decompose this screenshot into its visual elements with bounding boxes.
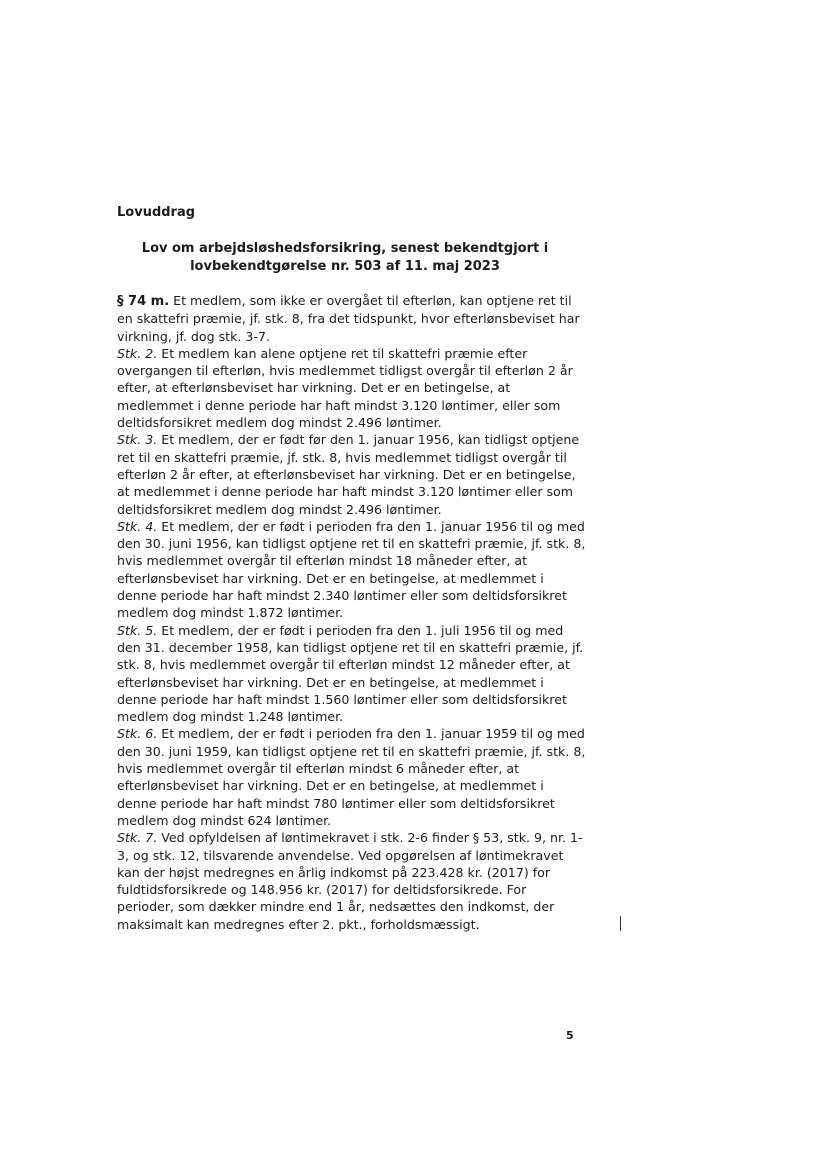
paragraph-label: Stk. 6.: [117, 726, 158, 742]
paragraph-label: Stk. 5.: [117, 622, 158, 638]
paragraph-stk-6: [117, 725, 587, 829]
paragraph-stk-7: [117, 829, 587, 933]
paragraph-label: Stk. 3.: [117, 432, 158, 448]
paragraph-label: § 74 m.: [117, 294, 170, 309]
paragraph-text: Ved opfyldelsen af løntimekravet i stk. 2-6 finder § 53, stk. 9, nr. 1-3, og stk. 12, tilsvarende anvendelse. Ved opgørelsen af løntimekravet kan der højst medregnes en årlig indkomst på 223.428 kr. (2017) for fuldtidsforsikrede og 148.956 kr. (2017) for deltidsforsikrede. For perioder, som dækker mindre end 1 år, nedsættes den indkomst, der maksimalt kan medregnes efter 2. pkt., forholdsmæssigt.: [117, 830, 583, 932]
law-title-line-1: Lov om arbejdsløshedsforsikring, senest bekendtgjort i: [141, 241, 549, 256]
paragraph-text: Et medlem, der er født i perioden fra den 1. januar 1959 til og med den 30. juni 1959, kan tidligst optjene ret til en skattefri præmie, jf. stk. 8, hvis medlemmet overgår til efterløn mindst 6 måneder efter, at efterlønsbeviset har virkning. Det er en betingelse, at medlemmet i denne periode har haft mindst 780 løntimer eller som deltidsforsikret medlem dog mindst 624 løntimer.: [117, 726, 586, 828]
paragraph-label: Stk. 4.: [117, 518, 158, 534]
paragraph-text: Et medlem, som ikke er overgået til efterløn, kan optjene ret til en skattefri præmie, jf. stk. 8, fra det tidspunkt, hvor efterlønsbeviset har virkning, jf. dog stk. 3-7.: [117, 293, 580, 344]
paragraph-stk-4: [117, 518, 587, 622]
law-title-line-2: lovbekendtgørelse nr. 503 af 11. maj 2023: [190, 259, 500, 274]
paragraph-text: Et medlem kan alene optjene ret til skattefri præmie efter overgangen til efterløn, hvis medlemmet tidligst overgår til efterløn 2 år efter, at efterlønsbeviset har virkning. Det er en betingelse, at medlemmet i denne periode har haft mindst 3.120 løntimer, eller som deltidsforsikret medlem dog mindst 2.496 løntimer.: [117, 345, 573, 431]
paragraph-stk-3: [117, 431, 587, 517]
paragraph-label: Stk. 7.: [117, 830, 158, 846]
paragraph-label: Stk. 2.: [117, 345, 158, 361]
scan-mark: [620, 916, 621, 931]
law-title: [117, 240, 573, 276]
paragraph-stk-2: [117, 345, 587, 431]
paragraph-74m: [117, 292, 587, 345]
page-number: 5: [566, 1029, 574, 1042]
paragraph-stk-5: [117, 622, 587, 726]
paragraph-text: Et medlem, der er født før den 1. januar 1956, kan tidligst optjene ret til en skattefri præmie, jf. stk. 8, hvis medlemmet tidligst overgår til efterløn 2 år efter, at efterlønsbeviset har virkning. Det er en betingelse, at medlemmet i denne periode har haft mindst 3.120 løntimer eller som deltidsforsikret medlem dog mindst 2.496 løntimer.: [117, 432, 580, 517]
paragraph-text: Et medlem, der er født i perioden fra den 1. januar 1956 til og med den 30. juni 1956, kan tidligst optjene ret til en skattefri præmie, jf. stk. 8, hvis medlemmet overgår til efterløn mindst 18 måneder efter, at efterlønsbeviset har virkning. Det er en betingelse, at medlemmet i denne periode har haft mindst 2.340 løntimer eller som deltidsforsikret medlem dog mindst 1.872 løntimer.: [117, 518, 586, 621]
document-heading: Lovuddrag: [117, 205, 196, 220]
law-excerpt-body: [117, 292, 587, 933]
paragraph-text: Et medlem, der er født i perioden fra den 1. juli 1956 til og med den 31. december 1958, kan tidligst optjene ret til en skattefri præmie, jf. stk. 8, hvis medlemmet overgår til efterløn mindst 12 måneder efter, at efterlønsbeviset har virkning. Det er en betingelse, at medlemmet i denne periode har haft mindst 1.560 løntimer eller som deltidsforsikret medlem dog mindst 1.248 løntimer.: [117, 622, 584, 725]
